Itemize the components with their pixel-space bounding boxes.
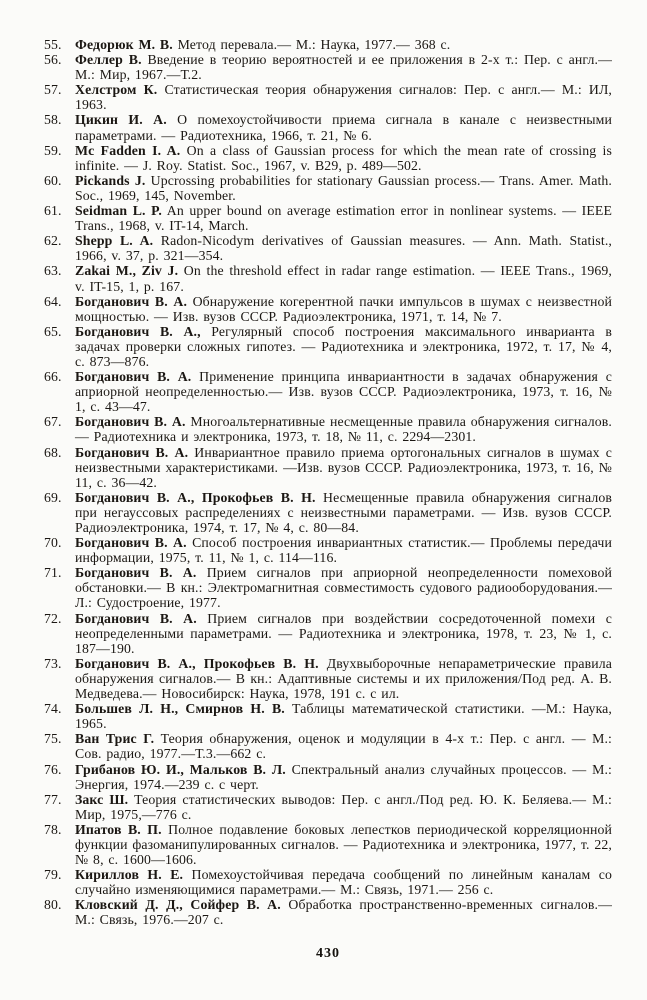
reference-body [75,701,612,731]
reference-text: On a class of Gaussian process for which the mean rate of crossing is infinite. — J. Roy. Statist. Soc., 1967, v. B29, p. 489—502. [75,142,612,173]
reference-authors: Богданович В. А., [75,323,201,339]
reference-number: 60. [44,172,62,188]
reference-item [44,762,612,792]
reference-body [75,445,612,490]
reference-item [44,656,612,701]
reference-text: Таблицы математической статистики. —М.: Наука, 1965. [75,701,612,732]
reference-number: 73. [44,655,62,671]
reference-number: 72. [44,610,62,626]
reference-text: Метод перевала.— М.: Наука, 1977.— 368 с. [172,37,451,52]
reference-item [44,414,612,444]
reference-item [44,233,612,263]
reference-body [75,52,612,82]
reference-body [75,867,612,897]
reference-authors: Большев Л. Н., Смирнов Н. В. [75,701,285,717]
reference-authors: Seidman L. P. [75,203,162,219]
reference-number: 69. [44,489,62,505]
reference-number: 76. [44,761,62,777]
reference-text: Регулярный способ построения максимального инварианта в задачах проверки сложных гипотез. — Радиотехника и электроника, 1972, т. 17, № 4, с. 873—876. [75,323,612,369]
reference-item [44,565,612,610]
reference-text: Обработка пространственно-временных сигналов.— М.: Связь, 1976.—207 с. [75,897,612,928]
reference-text: Обнаружение когерентной пачки импульсов в шумах с неизвестной мощностью. — Изв. вузов СССР. Радиоэлектроника, 1971, т. 14, № 7. [75,293,612,324]
reference-authors: Закс Ш. [75,791,129,807]
reference-authors: Shepp L. A. [75,233,154,249]
reference-body [75,535,612,565]
reference-authors: Цикин И. А. [75,112,167,128]
reference-item [44,490,612,535]
reference-number: 75. [44,731,62,747]
reference-authors: Ипатов В. П. [75,821,162,837]
reference-number: 77. [44,791,62,807]
reference-number: 71. [44,565,62,581]
reference-text: Теория статистических выводов: Пер. с англ./Под ред. Ю. К. Беляева.— М.: Мир, 1975,—776 с. [75,791,613,822]
reference-number: 80. [44,897,62,913]
reference-authors: Хелстром К. [75,82,158,98]
reference-item [44,701,612,731]
reference-body [75,143,612,173]
reference-authors: Pickands J. [75,172,146,188]
reference-authors: Zakai M., Ziv J. [75,263,179,279]
reference-authors: Грибанов Ю. И., Мальков В. Л. [75,761,286,777]
reference-authors: Кловский Д. Д., Сойфер В. А. [75,897,281,913]
reference-body [75,565,612,610]
reference-number: 68. [44,444,62,460]
reference-authors: Богданович В. А. [75,565,197,581]
reference-number: 70. [44,535,62,551]
reference-item [44,203,612,233]
reference-number: 64. [44,293,62,309]
reference-text: Прием сигналов при воздействии сосредоточенной помехи с неопределенными параметрами. — Радиотехника и электроника, 1978, т. 23, № 1, с. 187—190. [75,610,612,656]
reference-text: Двухвыборочные непараметрические правила обнаружения сигналов.— В кн.: Адаптивные системы и их приложения/Под ред. А. В. Медведева.— Новосибирск: Наука, 1978, 191 с. с ил. [75,655,612,702]
reference-item [44,822,612,867]
reference-item [44,52,612,82]
reference-body [75,112,612,142]
reference-authors: Кириллов Н. Е. [75,867,184,883]
reference-body [75,294,612,324]
reference-authors: Богданович В. А. [75,610,197,626]
reference-item [44,867,612,897]
reference-text: Помехоустойчивая передача сообщений по линейным каналам со случайно изменяющимися параметрами.— М.: Связь, 1971.— 256 с. [75,867,613,898]
reference-authors: Богданович В. А., Прокофьев В. Н. [75,655,319,671]
reference-item [44,82,612,112]
reference-number: 62. [44,233,62,249]
reference-body [75,611,612,656]
reference-item [44,611,612,656]
reference-text: Полное подавление боковых лепестков периодической корреляционной функции фазоманипулированных сигналов. — Радиотехника и электроника, 1977, т. 22, № 8, с. 1600—1606. [75,821,612,868]
reference-item [44,324,612,369]
reference-number: 78. [44,821,62,837]
reference-body [75,762,612,792]
reference-text: Radon-Nicodym derivatives of Gaussian measures. — Ann. Math. Statist., 1966, v. 37, p. 321—354. [75,233,612,264]
reference-body [75,490,612,535]
reference-text: Upcrossing probabilities for stationary Gaussian process.— Trans. Amer. Math. Soc., 1969, 145, November. [75,172,612,203]
reference-text: Прием сигналов при априорной неопределенности помеховой обстановки.— В кн.: Электромагнитная совместимость судового радиооборудования.— Л.: Судостроение, 1977. [75,565,612,611]
reference-body [75,731,612,761]
reference-authors: Mc Fadden I. A. [75,142,181,158]
reference-body [75,324,612,369]
reference-item [44,143,612,173]
reference-text: Применение принципа инвариантности в задачах обнаружения с априорной неопределенностью.— Изв. вузов СССР. Радиоэлектроника, 1973, т. 16, № 1, с. 43—47. [75,369,612,415]
reference-body [75,897,612,927]
reference-authors: Богданович В. А. [75,535,187,551]
reference-text: О помехоустойчивости приема сигнала в канале с неизвестными параметрами. — Радиотехника, 1966, т. 21, № 6. [75,112,612,143]
reference-number: 56. [44,52,62,68]
reference-number: 74. [44,701,62,717]
reference-number: 67. [44,414,62,430]
reference-text: Инвариантное правило приема ортогональных сигналов в шумах с неизвестными характеристиками. —Изв. вузов СССР. Радиоэлектроника, 1973, т. 16, № 11, с. 36—42. [75,444,612,490]
reference-authors: Феллер В. [75,52,142,68]
reference-authors: Богданович В. А. [75,444,189,460]
reference-body [75,203,612,233]
reference-body [75,822,612,867]
bibliography-page [44,37,612,928]
reference-body [75,656,612,701]
reference-number: 61. [44,203,62,219]
reference-text: Способ построения инвариантных статистик.— Проблемы передачи информации, 1975, т. 11, № 1, с. 114—116. [75,535,612,566]
page-number: 430 [316,946,340,961]
reference-number: 66. [44,369,62,385]
reference-body [75,414,612,444]
reference-list [44,37,612,928]
reference-item [44,535,612,565]
reference-body [75,263,612,293]
reference-number: 55. [44,37,62,52]
reference-item [44,294,612,324]
reference-number: 65. [44,323,62,339]
reference-text: An upper bound on average estimation error in nonlinear systems. — IEEE Trans., 1968, v. IT-14, March. [75,203,612,234]
reference-text: Теория обнаружения, оценок и модуляции в 4-х т.: Пер. с англ. — М.: Сов. радио, 1977.—Т.3.—662 с. [75,731,612,762]
reference-text: Многоальтернативные несмещенные правила обнаружения сигналов.— Радиотехника и электроника, 1973, т. 18, № 11, с. 2294—2301. [75,414,612,445]
reference-authors: Богданович В. А. [75,293,188,309]
reference-text: Несмещенные правила обнаружения сигналов при негауссовых распределениях с неизвестными параметрами. — Изв. вузов СССР. Радиоэлектроника, 1974, т. 17, № 4, с. 80—84. [75,489,612,535]
reference-number: 63. [44,263,62,279]
reference-authors: Ван Трис Г. [75,731,155,747]
reference-body [75,82,612,112]
reference-item [44,792,612,822]
reference-item [44,731,612,761]
reference-text: On the threshold effect in radar range estimation. — IEEE Trans., 1969, v. IT-15, 1, p. 167. [75,263,612,294]
reference-authors: Богданович В. А., Прокофьев В. Н. [75,489,316,505]
reference-item [44,445,612,490]
reference-text: Спектральный анализ случайных процессов. — М.: Энергия, 1974.—239 с. с черт. [75,761,613,792]
reference-item [44,263,612,293]
reference-body [75,233,612,263]
reference-number: 58. [44,112,62,128]
reference-item [44,897,612,927]
reference-number: 79. [44,867,62,883]
reference-body [75,792,612,822]
reference-item [44,369,612,414]
reference-body [75,173,612,203]
reference-item [44,173,612,203]
reference-number: 59. [44,142,62,158]
reference-body [75,369,612,414]
reference-authors: Богданович В. А. [75,414,186,430]
reference-number: 57. [44,82,62,98]
reference-body [75,37,612,52]
reference-item [44,112,612,142]
reference-text: Введение в теорию вероятностей и ее приложения в 2-х т.: Пер. с англ.— М.: Мир, 1967.—Т.2. [75,52,612,83]
reference-authors: Богданович В. А. [75,369,192,385]
reference-authors: Федорюк М. В. [75,37,173,52]
reference-text: Статистическая теория обнаружения сигналов: Пер. с англ.— М.: ИЛ, 1963. [75,82,613,113]
reference-item [44,37,612,52]
